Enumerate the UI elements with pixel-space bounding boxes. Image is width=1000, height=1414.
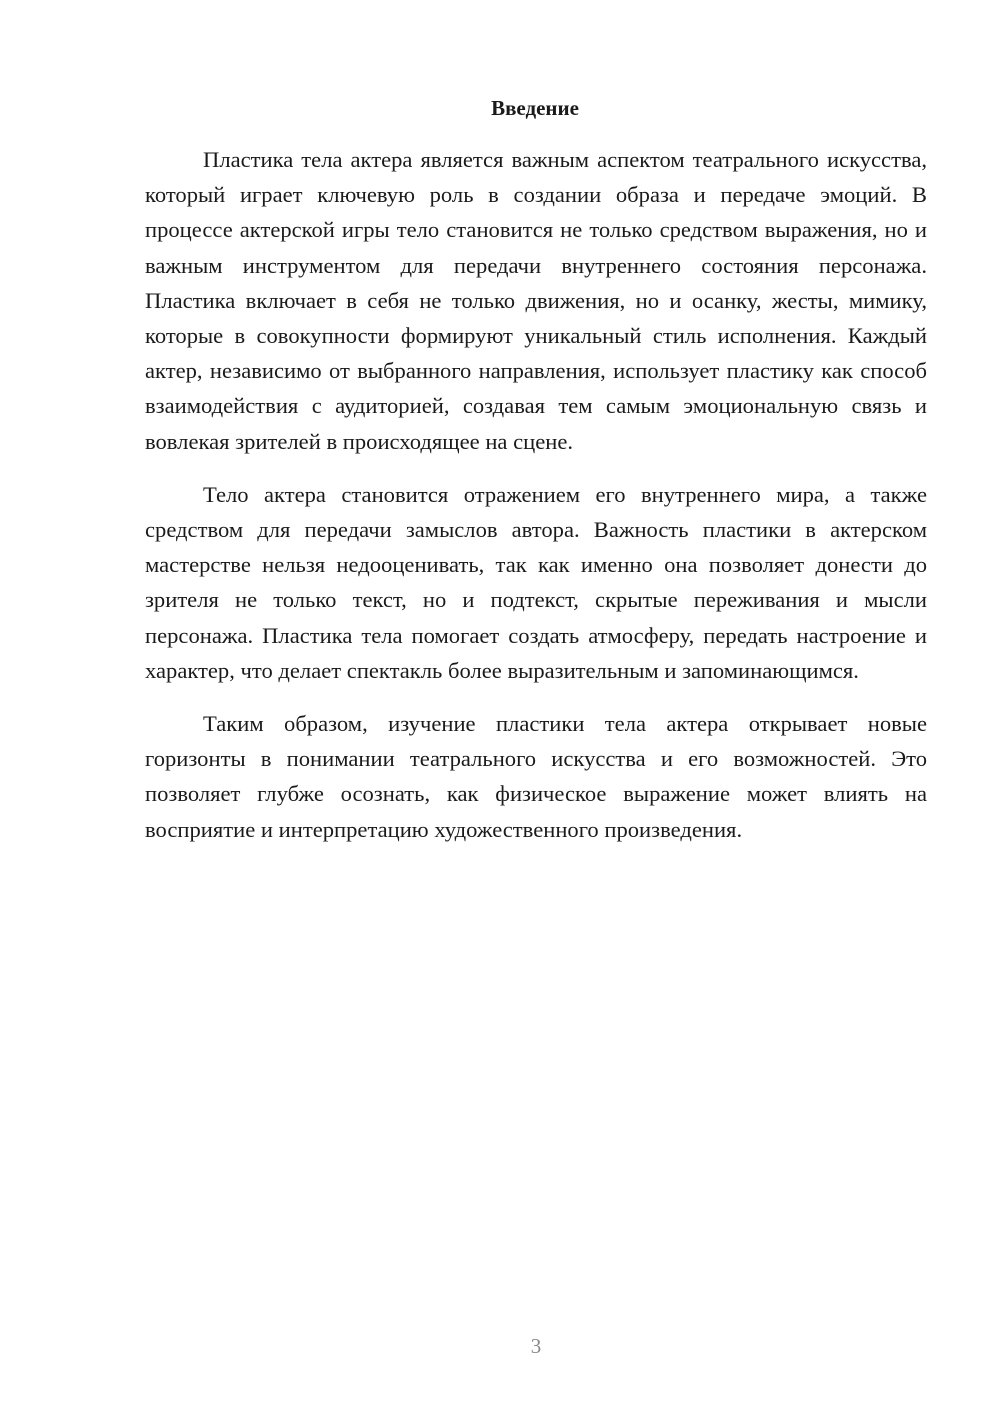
- paragraph-2: Тело актера становится отражением его внутреннего мира, а также средством для передачи замыслов автора. Важность пластики в актерском мастерстве нельзя недооценивать, так как именно она позволяет донести до зрителя не только текст, но и подтекст, скрытые переживания и мысли персонажа. Пластика тела помогает создать атмосферу, передать настроение и характер, что делает спектакль более выразительным и запоминающимся.: [145, 481, 927, 683]
- page-number: 3: [530, 1334, 542, 1358]
- paragraph-1: Пластика тела актера является важным аспектом театрального искусства, который играет ключевую роль в создании образа и передаче эмоций. В процессе актерской игры тело становится не только средством выражения, но и важным инструментом для передачи внутреннего состояния персонажа. Пластика включает в себя не только движения, но и осанку, жесты, мимику, которые в совокупности формируют уникальный стиль исполнения. Каждый актер, независимо от выбранного направления, использует пластику как способ взаимодействия с аудиторией, создавая тем самым эмоциональную связь и вовлекая зрителей в происходящее на сцене.: [145, 147, 927, 454]
- section-heading: Введение: [491, 96, 579, 120]
- paragraph-3: Таким образом, изучение пластики тела актера открывает новые горизонты в понимании театрального искусства и его возможностей. Это позволяет глубже осознать, как физическое выражение может влиять на восприятие и интерпретацию художественного произведения.: [145, 711, 927, 842]
- body-text: [145, 142, 927, 865]
